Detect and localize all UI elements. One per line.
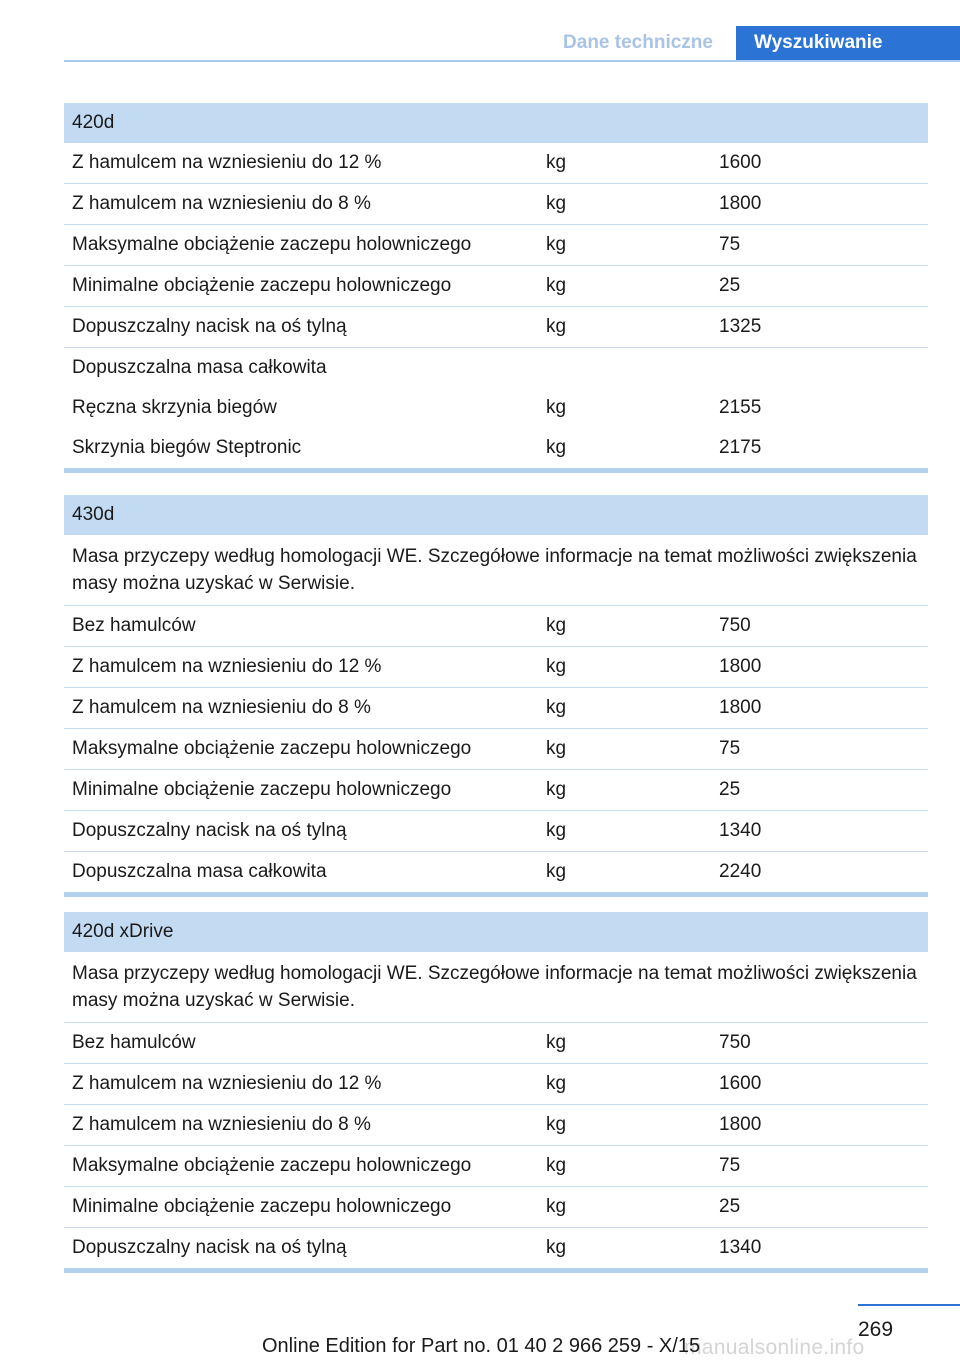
page-number: 269 — [858, 1318, 894, 1341]
spec-table-430d — [64, 495, 928, 897]
table-row — [64, 428, 928, 468]
table-row — [64, 266, 928, 307]
footer-divider — [858, 1304, 960, 1306]
row-value: 2155 — [719, 397, 762, 418]
tab-dane-techniczne[interactable]: Dane techniczne — [563, 32, 713, 53]
row-label: Dopuszczalna masa całkowita — [72, 357, 327, 378]
row-label: Z hamulcem na wzniesieniu do 12 % — [72, 152, 382, 173]
row-label: Minimalne obciążenie zaczepu holowniczego — [72, 779, 452, 800]
section-title: 430d — [64, 495, 928, 535]
row-label: Minimalne obciążenie zaczepu holowniczego — [72, 1196, 452, 1217]
table-row — [64, 1023, 928, 1064]
row-value: 25 — [719, 779, 741, 800]
row-label: Dopuszczalny nacisk na oś tylną — [72, 820, 347, 841]
page-header — [0, 0, 960, 62]
row-value: 1600 — [719, 1073, 762, 1094]
row-label: Z hamulcem na wzniesieniu do 12 % — [72, 1073, 382, 1094]
table-row — [64, 647, 928, 688]
spec-table-420d — [64, 103, 928, 473]
section-note: Masa przyczepy według homologacji WE. Szczegółowe informacje na temat możliwości zwiększenia masy można uzyskać w Serwisie. — [64, 535, 928, 606]
row-unit: kg — [546, 316, 567, 337]
row-unit: kg — [546, 820, 567, 841]
row-label: Skrzynia biegów Steptronic — [72, 437, 302, 458]
row-value: 1800 — [719, 656, 762, 677]
row-value: 1600 — [719, 152, 762, 173]
row-value: 1325 — [719, 316, 762, 337]
table-row — [64, 225, 928, 266]
row-label: Bez hamulców — [72, 615, 196, 636]
table-row — [64, 729, 928, 770]
table-row — [64, 811, 928, 852]
row-label: Maksymalne obciążenie zaczepu holowniczego — [72, 738, 472, 759]
row-value: 25 — [719, 275, 741, 296]
row-value: 75 — [719, 1155, 741, 1176]
table-row — [64, 688, 928, 729]
row-label: Maksymalne obciążenie zaczepu holowniczego — [72, 234, 472, 255]
row-unit: kg — [546, 1114, 567, 1135]
row-value: 75 — [719, 738, 741, 759]
table-row — [64, 307, 928, 348]
row-unit: kg — [546, 615, 567, 636]
watermark: manualsonline.info — [684, 1336, 865, 1359]
row-unit: kg — [546, 738, 567, 759]
section-bottom-rule — [64, 468, 928, 473]
table-row — [64, 348, 928, 388]
row-value: 1800 — [719, 697, 762, 718]
row-label: Z hamulcem na wzniesieniu do 8 % — [72, 1114, 371, 1135]
row-label: Maksymalne obciążenie zaczepu holowniczego — [72, 1155, 472, 1176]
row-unit: kg — [546, 152, 567, 173]
section-note: Masa przyczepy według homologacji WE. Szczegółowe informacje na temat możliwości zwiększenia masy można uzyskać w Serwisie. — [64, 952, 928, 1023]
table-row — [64, 143, 928, 184]
row-value: 1340 — [719, 820, 762, 841]
row-label: Z hamulcem na wzniesieniu do 12 % — [72, 656, 382, 677]
footer-edition: Online Edition for Part no. 01 40 2 966 259 - X/15 — [262, 1335, 701, 1357]
row-value: 2175 — [719, 437, 762, 458]
tab-wyszukiwanie[interactable]: Wyszukiwanie — [736, 26, 960, 62]
spec-table-420d-xdrive — [64, 912, 928, 1273]
row-value: 2240 — [719, 861, 762, 882]
row-label: Z hamulcem na wzniesieniu do 8 % — [72, 697, 371, 718]
section-title: 420d xDrive — [64, 912, 928, 952]
section-bottom-rule — [64, 892, 928, 897]
row-value: 25 — [719, 1196, 741, 1217]
row-unit: kg — [546, 1073, 567, 1094]
table-row — [64, 1105, 928, 1146]
section-bottom-rule — [64, 1268, 928, 1273]
row-unit: kg — [546, 656, 567, 677]
row-label: Z hamulcem na wzniesieniu do 8 % — [72, 193, 371, 214]
row-value: 1800 — [719, 1114, 762, 1135]
row-value: 1800 — [719, 193, 762, 214]
table-row — [64, 1064, 928, 1105]
row-label: Dopuszczalny nacisk na oś tylną — [72, 316, 347, 337]
section-title: 420d — [64, 103, 928, 143]
table-row — [64, 770, 928, 811]
table-row — [64, 606, 928, 647]
row-value: 1340 — [719, 1237, 762, 1258]
row-unit: kg — [546, 437, 567, 458]
row-unit: kg — [546, 1237, 567, 1258]
header-divider — [64, 60, 960, 62]
row-unit: kg — [546, 275, 567, 296]
row-unit: kg — [546, 193, 567, 214]
row-unit: kg — [546, 861, 567, 882]
row-unit: kg — [546, 397, 567, 418]
table-row — [64, 1228, 928, 1268]
table-row — [64, 388, 928, 428]
row-unit: kg — [546, 697, 567, 718]
row-label: Dopuszczalny nacisk na oś tylną — [72, 1237, 347, 1258]
row-unit: kg — [546, 1032, 567, 1053]
row-unit: kg — [546, 234, 567, 255]
row-value: 750 — [719, 615, 751, 636]
row-value: 75 — [719, 234, 741, 255]
row-label: Bez hamulców — [72, 1032, 196, 1053]
row-unit: kg — [546, 1196, 567, 1217]
row-unit: kg — [546, 779, 567, 800]
table-row — [64, 1187, 928, 1228]
table-row — [64, 184, 928, 225]
row-label: Ręczna skrzynia biegów — [72, 397, 277, 418]
row-label: Minimalne obciążenie zaczepu holowniczego — [72, 275, 452, 296]
row-label: Dopuszczalna masa całkowita — [72, 861, 327, 882]
row-unit: kg — [546, 1155, 567, 1176]
table-row — [64, 1146, 928, 1187]
table-row — [64, 852, 928, 892]
row-value: 750 — [719, 1032, 751, 1053]
